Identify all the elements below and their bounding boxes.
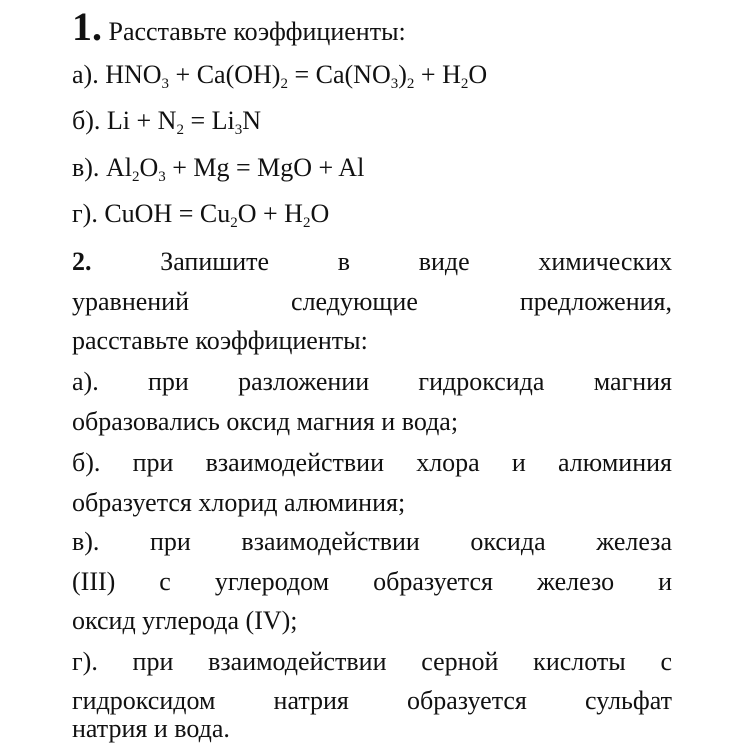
task2-intro-line-2: уравнений следующие предложения, bbox=[72, 287, 672, 316]
task2-item-a-line-2: образовались оксид магния и вода; bbox=[72, 407, 459, 436]
task2-item-b-line-2: образуется хлорид алюминия; bbox=[72, 488, 406, 517]
task1-heading bbox=[72, 4, 406, 49]
task2-item-b-line-1: б). при взаимодействии хлора и алюминия bbox=[72, 448, 672, 477]
task2-item-a-line-1: а). при разложении гидроксида магния bbox=[72, 367, 672, 396]
task2-intro-line-3: расставьте коэффициенты: bbox=[72, 326, 368, 355]
task2-item-c-line-3: оксид углерода (IV); bbox=[72, 606, 298, 635]
task1-number: 1. bbox=[72, 4, 102, 49]
task2-item-c-line-2: (III) с углеродом образуется железо и bbox=[72, 567, 672, 596]
equation-formula: $Li + N_2 = Li_3N$ bbox=[106, 106, 261, 138]
equation-formula: $Al_2O_3 + Mg$ = MgO + Al bbox=[105, 153, 365, 185]
task2-number: 2. bbox=[72, 247, 92, 276]
task2-item-d-line-3: натрия и вода. bbox=[72, 714, 230, 743]
equation-label: б). bbox=[72, 106, 101, 135]
equation-formula: CuOH = $Cu_2O + H_2O$ bbox=[104, 199, 330, 231]
task1-title: Расставьте коэффициенты: bbox=[108, 17, 406, 46]
equation-label: в). bbox=[72, 153, 100, 182]
task2-item-d-line-1: г). при взаимодействии серной кислоты с bbox=[72, 647, 672, 676]
equation-c bbox=[72, 153, 364, 183]
equation-formula: $HNO_3 + Ca(OH)_2 = Ca(NO_3)_2 + H_2O$ bbox=[105, 60, 488, 92]
equation-d bbox=[72, 199, 329, 229]
task2-item-c-line-1: в). при взаимодействии оксида железа bbox=[72, 527, 672, 556]
equation-b bbox=[72, 106, 261, 136]
equation-label: а). bbox=[72, 60, 99, 89]
equation-label: г). bbox=[72, 199, 98, 228]
task2-item-d-line-2: гидроксидом натрия образуется сульфат bbox=[72, 686, 672, 715]
task2-intro-line-1: 2. Запишите в виде химических bbox=[72, 247, 672, 276]
equation-a bbox=[72, 60, 487, 90]
task2-item-d-line-3-clipped bbox=[72, 714, 672, 743]
